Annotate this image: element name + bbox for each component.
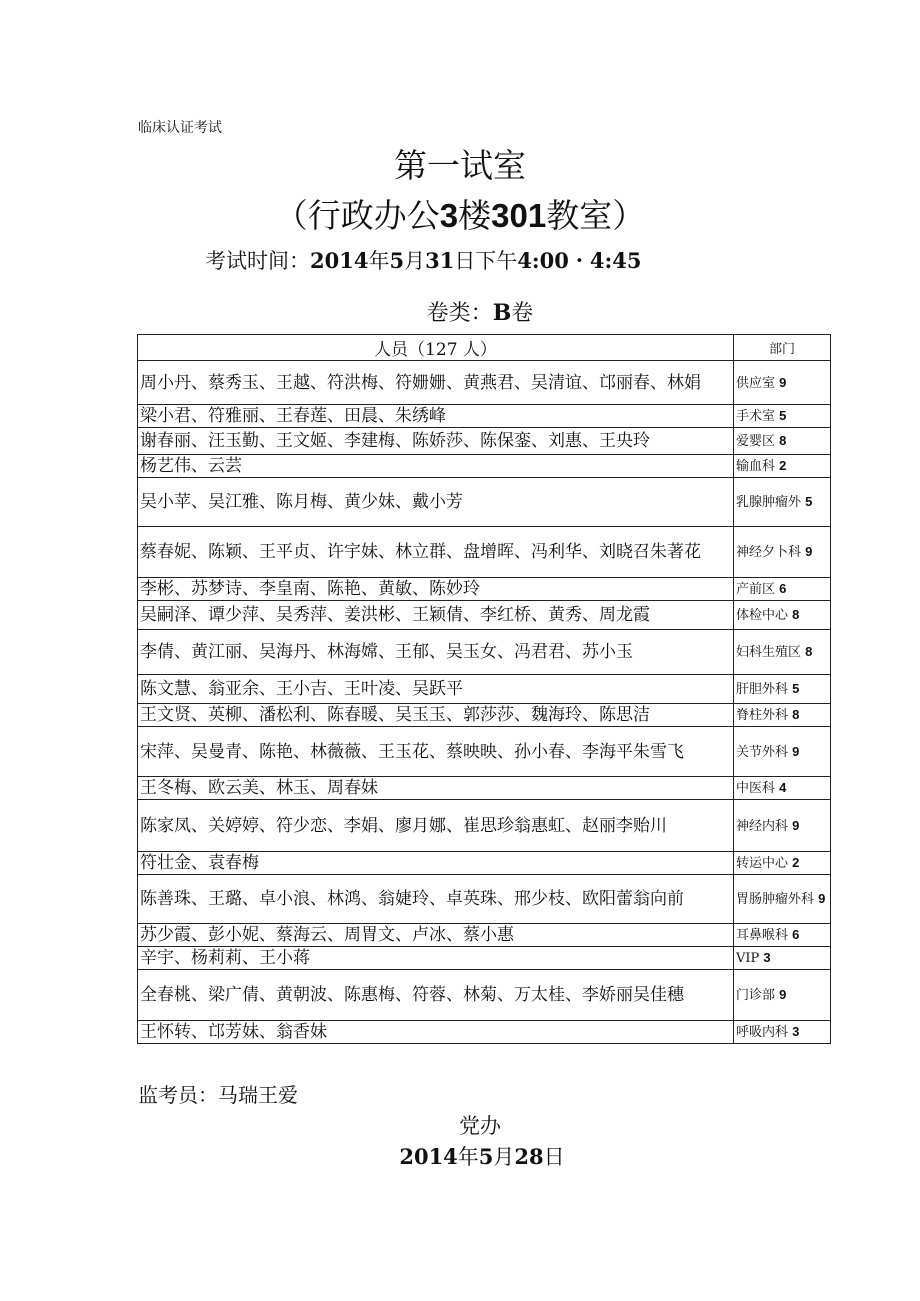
department-count: 2 xyxy=(779,458,787,473)
date-month: 5 xyxy=(478,1144,494,1169)
row-names: 李倩、黄江丽、吴海丹、林海嫦、王郁、吴玉女、冯君君、苏小玉 xyxy=(138,630,734,675)
date-day-suffix: 日 xyxy=(543,1145,565,1169)
department-count: 6 xyxy=(779,581,787,596)
department-count: 5 xyxy=(779,408,787,423)
department-name: 神经内科 xyxy=(736,818,789,834)
table-row xyxy=(138,527,831,578)
table-row xyxy=(138,361,831,405)
table-row xyxy=(138,704,831,727)
row-names: 杨艺伟、云芸 xyxy=(138,455,734,478)
row-department xyxy=(734,924,831,947)
row-department xyxy=(734,800,831,852)
exam-month: 5 xyxy=(389,248,405,273)
location-open: （行政办公 xyxy=(274,196,440,235)
row-names: 符壮金、袁春梅 xyxy=(138,852,734,875)
department-count: 8 xyxy=(792,707,800,722)
row-department xyxy=(734,630,831,675)
row-names: 宋萍、吴曼青、陈艳、林薇薇、王玉花、蔡映映、孙小春、李海平朱雪飞 xyxy=(138,727,734,777)
row-names: 全春桃、梁广倩、黄朝波、陈惠梅、符蓉、林菊、万太桂、李娇丽吴佳穗 xyxy=(138,970,734,1021)
roster-body xyxy=(138,361,831,1044)
date-year-suffix: 年 xyxy=(457,1145,479,1169)
room-title: 第一试室 xyxy=(394,146,526,185)
location-room: 301 xyxy=(491,197,547,234)
row-names: 周小丹、蔡秀玉、王越、符洪梅、符姗姗、黄燕君、吴清谊、邙丽春、林娟 xyxy=(138,361,734,405)
row-names: 梁小君、符雅丽、王春莲、田晨、朱绣峰 xyxy=(138,405,734,428)
department-name: 妇科生殖区 xyxy=(736,645,802,660)
invigilator: 监考员：马瑞王爱 xyxy=(138,1083,298,1107)
department-count: 5 xyxy=(792,681,800,696)
exam-sep: ・ xyxy=(568,249,590,273)
department-count: 9 xyxy=(792,817,800,833)
row-department xyxy=(734,455,831,478)
department-name: 脊柱外科 xyxy=(736,708,789,723)
department-name: VIP xyxy=(736,951,760,966)
row-department xyxy=(734,727,831,777)
table-row xyxy=(138,947,831,970)
row-department xyxy=(734,704,831,727)
row-department xyxy=(734,578,831,601)
paper-type xyxy=(0,296,920,327)
department-count: 9 xyxy=(779,987,787,1002)
row-department xyxy=(734,970,831,1021)
row-names: 陈文慧、翁亚余、王小吉、王叶凌、吴跃平 xyxy=(138,675,734,704)
department-name: 中医科 xyxy=(736,781,776,796)
row-department xyxy=(734,777,831,800)
exam-day: 31 xyxy=(425,248,455,273)
department-count: 4 xyxy=(779,780,787,795)
department-name: 胃肠肿瘤外科 xyxy=(736,892,815,907)
issue-date xyxy=(0,1141,920,1171)
row-department xyxy=(734,478,831,527)
row-names: 王冬梅、欧云美、林玉、周春妹 xyxy=(138,777,734,800)
paper-type-suffix: 卷 xyxy=(511,301,534,326)
row-department xyxy=(734,1021,831,1044)
department-name: 呼吸内科 xyxy=(736,1025,789,1040)
table-row xyxy=(138,405,831,428)
department-name: 神经夕卜科 xyxy=(736,545,802,560)
table-row xyxy=(138,455,831,478)
table-row xyxy=(138,1021,831,1044)
department-name: 爱婴区 xyxy=(736,434,776,449)
department-count: 8 xyxy=(792,607,800,622)
exam-time-label: 考试时间： xyxy=(205,249,310,273)
row-names: 王文贤、英柳、潘松利、陈春暖、吴玉玉、郭莎莎、魏海玲、陈思洁 xyxy=(138,704,734,727)
location-floor: 3 xyxy=(439,197,459,234)
row-names: 李彬、苏梦诗、李皇南、陈艳、黄敏、陈妙玲 xyxy=(138,578,734,601)
exam-month-suffix: 月 xyxy=(404,249,426,273)
exam-day-suffix: 日下午 xyxy=(454,249,518,273)
department-name: 肝胆外科 xyxy=(736,682,789,697)
paper-type-label: 卷类： xyxy=(426,301,493,326)
row-department xyxy=(734,852,831,875)
header-label: 临床认证考试 xyxy=(138,120,222,136)
department-count: 9 xyxy=(792,743,800,759)
date-year: 2014 xyxy=(399,1144,458,1169)
location-close: 教室） xyxy=(546,196,646,235)
department-count: 8 xyxy=(779,433,787,448)
row-department xyxy=(734,527,831,578)
date-month-suffix: 月 xyxy=(493,1145,515,1169)
row-department xyxy=(734,601,831,630)
row-names: 吴小苹、吴江雅、陈月梅、黄少妹、戴小芳 xyxy=(138,478,734,527)
row-department xyxy=(734,947,831,970)
roster-table xyxy=(137,334,831,1044)
exam-year-suffix: 年 xyxy=(368,249,390,273)
table-row xyxy=(138,970,831,1021)
table-row xyxy=(138,852,831,875)
department-name: 输血科 xyxy=(736,459,776,474)
table-row xyxy=(138,478,831,527)
department-count: 5 xyxy=(805,494,813,509)
department-name: 关节外科 xyxy=(736,744,789,760)
row-names: 陈家凤、关婷婷、符少恋、李娟、廖月娜、崔思珍翁惠虹、赵丽李贻川 xyxy=(138,800,734,852)
paper-type-value: B xyxy=(492,300,512,326)
department-name: 转运中心 xyxy=(736,856,789,871)
department-name: 体检中心 xyxy=(736,608,789,623)
department-name: 供应室 xyxy=(736,375,776,391)
department-count: 2 xyxy=(792,855,800,870)
table-row xyxy=(138,428,831,455)
row-names: 陈善珠、王璐、卓小浪、林鸿、翁婕玲、卓英珠、邢少枝、欧阳蕾翁向前 xyxy=(138,875,734,924)
table-row xyxy=(138,578,831,601)
department-count: 8 xyxy=(805,644,813,659)
table-row xyxy=(138,924,831,947)
location-mid: 楼 xyxy=(458,196,492,235)
row-names: 辛宇、杨莉莉、王小蒋 xyxy=(138,947,734,970)
row-names: 苏少霞、彭小妮、蔡海云、周胃文、卢冰、蔡小惠 xyxy=(138,924,734,947)
department-name: 手术室 xyxy=(736,409,776,424)
date-day: 28 xyxy=(514,1144,544,1169)
row-names: 蔡春妮、陈颖、王平贞、许宇妹、林立群、盘增晖、冯利华、刘晓召朱著花 xyxy=(138,527,734,578)
department-name: 乳腺肿瘤外 xyxy=(736,495,802,510)
department-name: 产前区 xyxy=(736,582,776,597)
exam-end: 4:45 xyxy=(589,248,642,273)
exam-time xyxy=(205,245,642,275)
department-count: 9 xyxy=(779,374,787,390)
row-department xyxy=(734,875,831,924)
row-department xyxy=(734,405,831,428)
location-title xyxy=(0,190,920,237)
table-row xyxy=(138,875,831,924)
department-name: 耳鼻喉科 xyxy=(736,928,789,943)
row-department xyxy=(734,361,831,405)
department-count: 3 xyxy=(792,1024,800,1039)
row-names: 吴嗣泽、谭少萍、吴秀萍、姜洪彬、王颖倩、李红桥、黄秀、周龙霞 xyxy=(138,601,734,630)
table-row xyxy=(138,601,831,630)
table-row xyxy=(138,800,831,852)
table-header-row xyxy=(138,335,831,361)
table-row xyxy=(138,777,831,800)
department-count: 6 xyxy=(792,927,800,942)
row-department xyxy=(734,428,831,455)
row-names: 王怀转、邙芳妹、翁香妹 xyxy=(138,1021,734,1044)
header-department: 部门 xyxy=(734,335,831,361)
header-people: 人员（127 人） xyxy=(138,335,734,361)
row-names: 谢春丽、汪玉勤、王文姬、李建梅、陈娇莎、陈保銮、刘惠、王央玲 xyxy=(138,428,734,455)
department-count: 3 xyxy=(763,950,771,965)
row-department xyxy=(734,675,831,704)
exam-year: 2014 xyxy=(310,248,369,273)
table-row xyxy=(138,630,831,675)
issuing-office: 党办 xyxy=(459,1114,501,1138)
table-row xyxy=(138,675,831,704)
exam-start: 4:00 xyxy=(517,248,569,273)
table-row xyxy=(138,727,831,777)
department-name: 门诊部 xyxy=(736,988,776,1003)
department-count: 9 xyxy=(818,891,826,906)
department-count: 9 xyxy=(805,544,813,559)
